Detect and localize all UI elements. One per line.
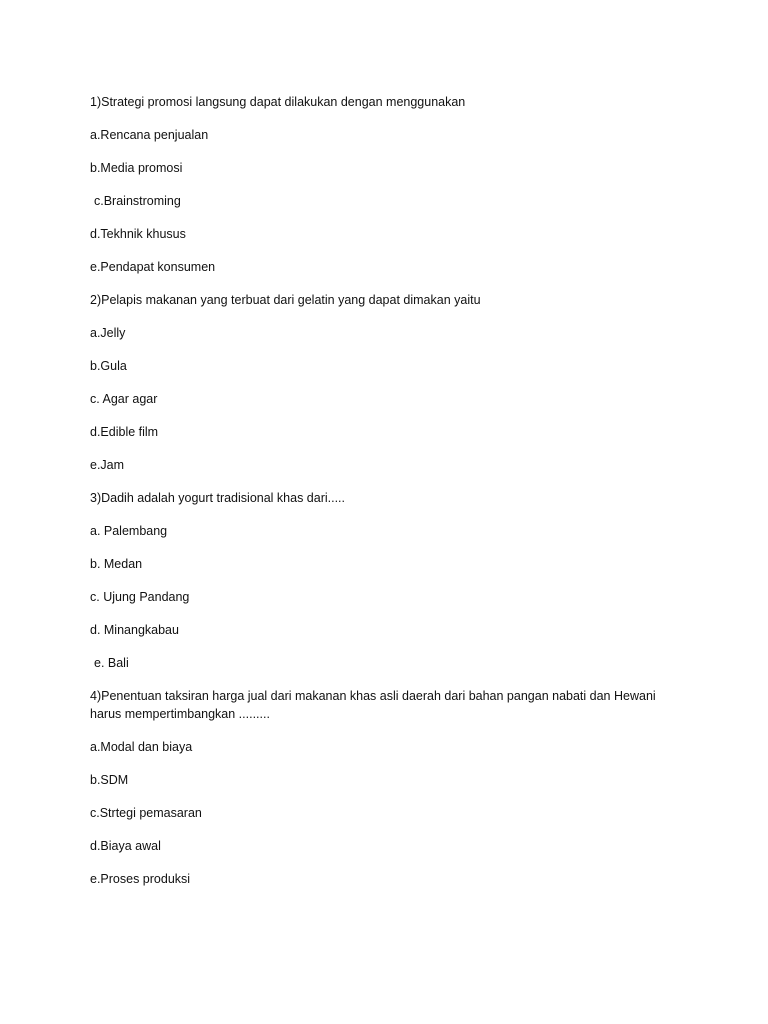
question-4-text: 4)Penentuan taksiran harga jual dari makanan khas asli daerah dari bahan pangan nabati dan Hewani harus mempertimbangkan ......... — [90, 689, 656, 721]
question-3-option-b: b. Medan — [90, 557, 143, 571]
question-1-option-a: a.Rencana penjualan — [90, 128, 209, 142]
question-4-option-e: e.Proses produksi — [90, 872, 191, 886]
document-body — [90, 93, 690, 903]
question-1-option-c: c.Brainstroming — [94, 194, 181, 208]
question-1-option-d: d.Tekhnik khusus — [90, 227, 186, 241]
question-1-option-b: b.Media promosi — [90, 161, 183, 175]
question-2-option-e: e.Jam — [90, 458, 125, 472]
question-4-option-c: c.Strtegi pemasaran — [90, 806, 202, 820]
question-1-text: 1)Strategi promosi langsung dapat dilakukan dengan menggunakan — [90, 95, 466, 109]
question-2-option-d: d.Edible film — [90, 425, 159, 439]
question-3-option-d: d. Minangkabau — [90, 623, 179, 637]
question-2-option-c: c. Agar agar — [90, 392, 158, 406]
question-3-option-c: c. Ujung Pandang — [90, 590, 190, 604]
question-1-option-e: e.Pendapat konsumen — [90, 260, 216, 274]
question-3-text: 3)Dadih adalah yogurt tradisional khas dari..... — [90, 491, 346, 505]
question-3-option-a: a. Palembang — [90, 524, 168, 538]
question-4-option-d: d.Biaya awal — [90, 839, 161, 853]
question-4-option-b: b.SDM — [90, 773, 129, 787]
question-2-text: 2)Pelapis makanan yang terbuat dari gelatin yang dapat dimakan yaitu — [90, 293, 481, 307]
question-3-option-e: e. Bali — [94, 656, 129, 670]
question-4-option-a: a.Modal dan biaya — [90, 740, 193, 754]
question-2-option-b: b.Gula — [90, 359, 127, 373]
question-2-option-a: a.Jelly — [90, 326, 126, 340]
